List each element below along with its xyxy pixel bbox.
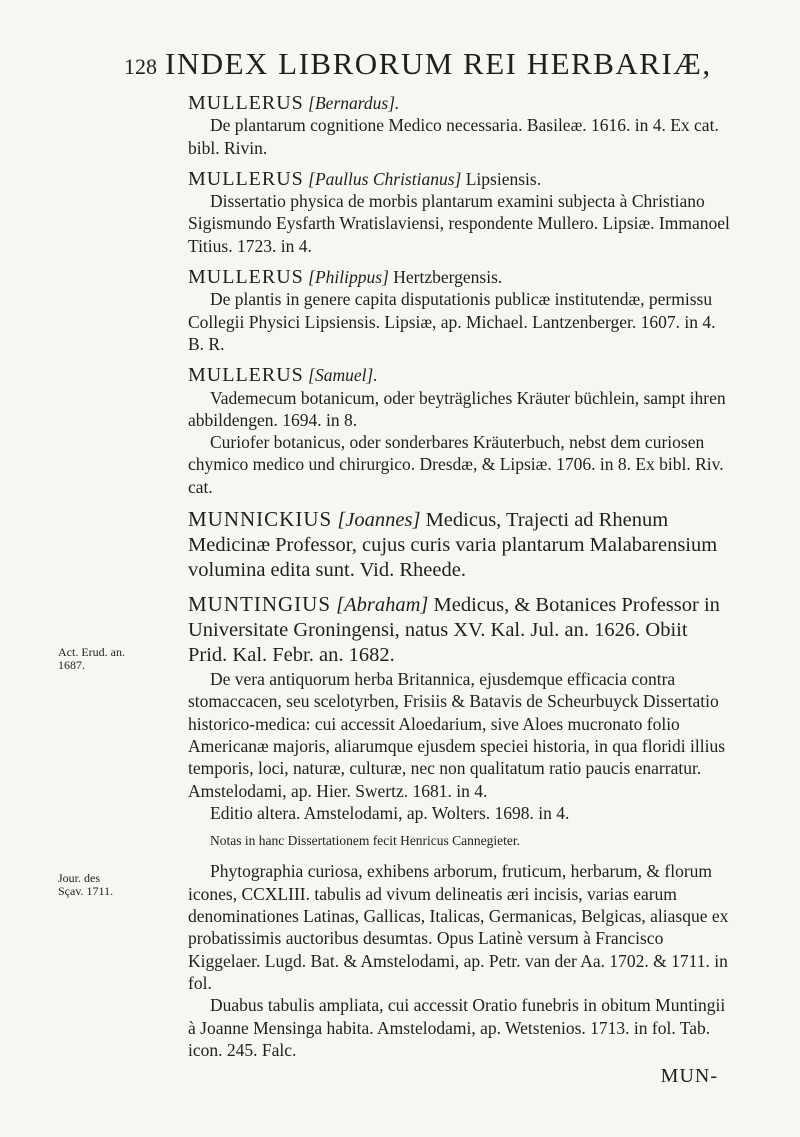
entry-munnickius bbox=[188, 507, 730, 583]
entry-work: Duabus tabulis ampliata, cui accessit Oratio funebris in obitum Muntingii à Joanne Mensinga habita. Amstelodami, ap. Wetstenios. 1713. in fol. Tab. icon. 245. Falc. bbox=[188, 995, 726, 1060]
page-title: INDEX LIBRORUM REI HERBARIÆ, bbox=[165, 46, 712, 81]
entry-work: Editio altera. Amstelodami, ap. Wolters. 1698. in 4. bbox=[210, 802, 570, 823]
entry-muntingius bbox=[188, 592, 730, 1061]
entry-mullerus-samuel bbox=[188, 364, 730, 498]
entry-description: Medicus, Trajecti ad Rhenum Medicinæ Professor, cujus curis varia plantarum Malabarensium volumina edita sunt. Vid. Rheede. bbox=[188, 509, 718, 582]
entry-work: De plantarum cognitione Medico necessaria. Basileæ. 1616. in 4. Ex cat. bibl. Rivin. bbox=[188, 115, 719, 158]
entry-name: MULLERUS bbox=[188, 92, 304, 114]
entry-given-name: [Bernardus]. bbox=[308, 93, 400, 113]
entry-name: MULLERUS bbox=[188, 266, 304, 289]
margin-note-acta: Act. Erud. an. 1687. bbox=[58, 645, 125, 672]
entry-description: Medicus, & Botanices Professor in Universitate Groningensi, natus XV. Kal. Jul. an. 1626. Obiit Prid. Kal. Febr. an. 1682. bbox=[188, 594, 720, 667]
entry-mullerus-bernardus bbox=[188, 92, 730, 159]
entry-given-name: [Philippus] bbox=[308, 267, 389, 288]
entry-given-name: [Joannes] bbox=[337, 509, 421, 532]
index-body bbox=[188, 92, 730, 1070]
entry-description: Hertzbergensis. bbox=[393, 267, 503, 288]
entry-given-name: [Paullus Christianus] bbox=[308, 168, 462, 189]
entry-work: Phytographia curiosa, exhibens arborum, fruticum, herbarum, & florum icones, CCXLIII. tabulis ad vivum delineatis æri incisis, varias earum denominationes Latinas, Gallicas, Italicas, Germanicas, Belgicas, aliasque ex probatissimis auctoribus desumtas. Opus Latinè versum à Francisco Kiggelaer. Lugd. Bat. & Amstelodami, ap. Petr. van der Aa. 1702. & 1711. in fol. bbox=[188, 861, 729, 993]
entry-description: Lipsiensis. bbox=[465, 168, 542, 189]
entry-name: MULLERUS bbox=[188, 167, 304, 190]
entry-work: Curiofer botanicus, oder sonderbares Kräuterbuch, nebst dem curiosen chymico medico und chirurgico. Dresdæ, & Lipsiæ. 1706. in 8. Ex bibl. Riv. cat. bbox=[188, 432, 724, 497]
entry-note: Notas in hanc Dissertationem fecit Henricus Cannegieter. bbox=[210, 833, 521, 849]
entry-given-name: [Samuel]. bbox=[308, 365, 378, 386]
page-number: 128 bbox=[124, 54, 157, 79]
catchword: MUN- bbox=[660, 1065, 718, 1087]
entry-mullerus-paullus bbox=[188, 168, 730, 257]
entry-work: Dissertatio physica de morbis plantarum examini subjecta à Christiano Sigismundo Eysfarth Wratislaviensi, respondente Mullero. Lipsiæ. Immanoel Titius. 1723. in 4. bbox=[188, 191, 730, 256]
page-header bbox=[124, 46, 712, 82]
entry-work: De vera antiquorum herba Britannica, ejusdemque efficacia contra stomaccacen, seu scelotyrben, Frisiis & Batavis de Scheurbuyck Dissertatio historico-medica: cui accessit Aloedarium, sive Aloes mucronato folio Americanæ majoris, aliarumque ejusdem speciei historia, in qua floridi illius temporis, loci, naturæ, culturæ, nec non qualitatum ratio paucis enarratur. Amstelodami, ap. Hier. Swertz. 1681. in 4. bbox=[188, 669, 726, 801]
entry-work: De plantis in genere capita disputationis publicæ institutendæ, permissu Collegii Physici Lipsiensis. Lipsiæ, ap. Michael. Lantzenberger. 1607. in 4. B. R. bbox=[188, 289, 716, 354]
entry-name: MUNNICKIUS bbox=[188, 507, 333, 532]
entry-mullerus-philippus bbox=[188, 266, 730, 355]
margin-note-journal: Jour. des Sçav. 1711. bbox=[58, 871, 114, 898]
entry-work: Vademecum botanicum, oder beyträgliches Kräuter büchlein, sampt ihren abbildengen. 1694. in 8. bbox=[188, 387, 726, 430]
entry-name: MULLERUS bbox=[188, 364, 304, 387]
entry-name: MUNTINGIUS bbox=[188, 592, 331, 617]
entry-given-name: [Abraham] bbox=[336, 594, 429, 617]
